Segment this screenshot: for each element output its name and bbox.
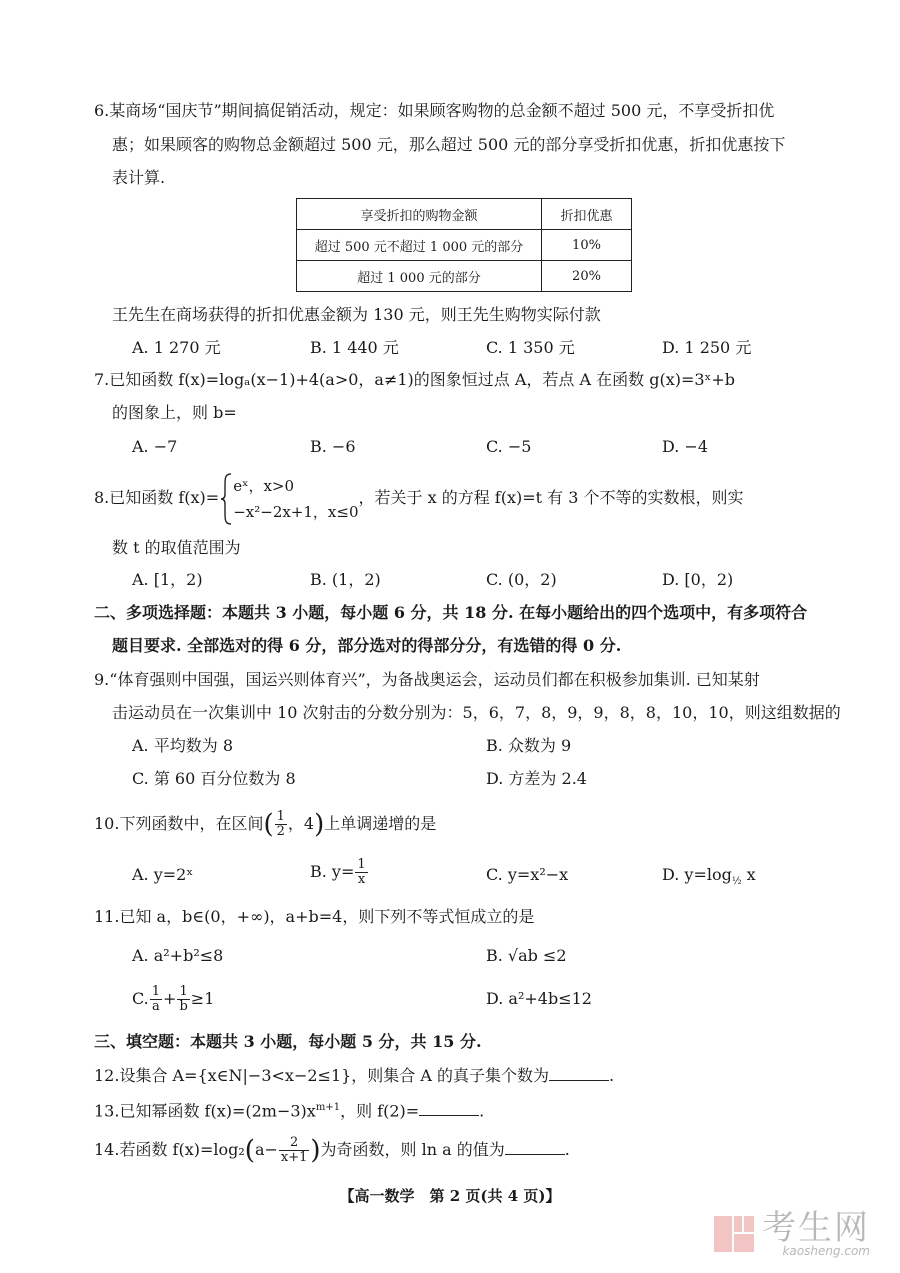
table-cell: 10% [542,230,632,261]
answer-blank[interactable] [505,1138,565,1155]
q14-line [94,1131,570,1170]
q12-text: 12.设集合 A={x∈N|−3<x−2≤1}，则集合 A 的真子集个数为 [94,1066,550,1085]
q8-option-d: D. [0，2) [662,570,734,589]
q10-interval-frac [275,810,287,839]
q10-optb-frac [355,858,367,887]
q14-suffix: 为奇函数，则 ln a 的值为 [320,1140,505,1159]
table-cell: 超过 500 元不超过 1 000 元的部分 [297,230,542,261]
frac-num: 1 [276,809,285,824]
q8-suffix: ，若关于 x 的方程 f(x)=t 有 3 个不等的实数根，则实 [358,488,744,507]
q9-option-c: C. 第 60 百分位数为 8 [132,769,296,788]
frac-den: a [152,999,160,1014]
watermark-sub: kaosheng.com [782,1244,870,1258]
table-cell: 超过 1 000 元的部分 [297,261,542,292]
frac-num: 1 [151,984,161,999]
q11-option-a: A. a²+b²≤8 [132,946,224,965]
q6-option-d: D. 1 250 元 [662,338,752,357]
brace-icon [219,472,233,526]
q10-line1 [94,806,436,843]
q10-optd-base: ½ [731,876,742,888]
q7-line1: 7.已知函数 f(x)=logₐ(x−1)+4(a>0，a≠1)的图象恒过点 A，若点 A 在函数 g(x)=3ˣ+b [94,370,735,389]
q14-frac [279,1136,310,1165]
q12-line [94,1064,614,1087]
q10-prefix: 10.下列函数中，在区间 [94,814,264,833]
frac-den: x [357,872,366,887]
table-header-cell: 享受折扣的购物金额 [297,199,542,230]
watermark-text [762,1210,870,1258]
watermark-main: 考生网 [762,1208,870,1248]
answer-blank[interactable] [419,1099,479,1116]
watermark [710,1210,870,1258]
q6-line1: 6.某商场“国庆节”期间搞促销活动，规定：如果顾客购物的总金额不超过 500 元，不享受折扣优 [94,101,775,120]
q8-case2: −x²−2x+1，x≤0 [233,502,359,521]
watermark-logo-icon [710,1210,758,1258]
q11-optc-frac2 [177,985,189,1014]
q9-line2: 击运动员在一次集训中 10 次射击的分数分别为：5，6，7，8，9，9，8，8，10，10，则这组数据的 [112,703,841,722]
q10-optd-suffix: x [741,865,756,884]
q10-option-c: C. y=x²−x [486,865,569,884]
q8-option-c: C. (0，2) [486,570,557,589]
q14-inner: a− [254,1140,278,1159]
frac-num: 1 [177,985,189,1000]
frac-num: 1 [357,857,366,872]
q10-optd-text: D. y=log [662,865,732,884]
q6-line2: 惠；如果顾客的购物总金额超过 500 元，那么超过 500 元的部分享受折扣优惠，折扣优惠按下 [112,135,786,154]
q11-option-d: D. a²+4b≤12 [486,989,592,1008]
q11-line1: 11.已知 a，b∈(0，+∞)，a+b=4，则下列不等式恒成立的是 [94,907,535,926]
q6-line4: 王先生在商场获得的折扣优惠金额为 130 元，则王先生购物实际付款 [112,305,601,324]
table-header-row [297,199,632,230]
section2-line1: 二、多项选择题：本题共 3 小题，每小题 6 分，共 18 分. 在每小题给出的四个选项中，有多项符合 [94,603,808,622]
q13-end: . [479,1101,485,1121]
q7-option-a: A. −7 [132,437,178,456]
q11-optc-frac1 [150,985,162,1014]
q11-optc-plus: + [163,989,177,1008]
q14-prefix: 14.若函数 f(x)=log₂ [94,1140,245,1159]
q13-text: 13.已知幂函数 f(x)=(2m−3)x [94,1101,316,1121]
q11-option-c [132,981,214,1017]
q8-case1: eˣ，x>0 [233,476,295,495]
q10-option-b [310,854,369,890]
q13-mid: ，则 f(2)= [340,1101,420,1121]
q9-option-a: A. 平均数为 8 [132,736,233,755]
paren-open-icon: ( [244,1135,255,1166]
q11-optc-prefix: C. [132,989,149,1008]
section3-line1: 三、填空题：本题共 3 小题，每小题 5 分，共 15 分. [94,1032,482,1051]
section2-line2: 题目要求. 全部选对的得 6 分，部分选对的得部分分，有选错的得 0 分. [112,636,622,655]
q10-option-d [662,864,756,893]
q11-option-b: B. √ab ≤2 [486,946,567,965]
q8-prefix: 8.已知函数 f(x)= [94,488,220,507]
frac-den: x+1 [280,1150,308,1165]
q7-option-d: D. −4 [662,437,709,456]
q6-option-a: A. 1 270 元 [132,338,221,357]
q10-suffix: 上单调递增的是 [324,814,437,833]
q8-option-a: A. [1，2) [132,570,203,589]
q9-option-b: B. 众数为 9 [486,736,572,755]
table-cell: 20% [542,261,632,292]
discount-table [296,198,632,292]
table-header-cell: 折扣优惠 [542,199,632,230]
paren-open-icon: ( [263,809,274,840]
q9-option-d: D. 方差为 2.4 [486,769,587,788]
table-row [297,261,632,292]
q12-end: . [609,1066,615,1085]
table-row [297,230,632,261]
q11-optc-suffix: ≥1 [190,989,215,1008]
paren-close-icon: ) [310,1135,321,1166]
q7-line2: 的图象上，则 b= [112,403,237,422]
q8-line1 [94,468,744,528]
frac-num: 2 [279,1136,310,1151]
q10-optb-prefix: B. y= [310,862,355,881]
q7-option-c: C. −5 [486,437,532,456]
page-footer: 【高一数学 第 2 页(共 4 页)】 [339,1187,561,1205]
q8-option-b: B. (1，2) [310,570,381,589]
frac-den: 2 [276,824,285,839]
q10-option-a: A. y=2ˣ [132,865,194,884]
q6-option-c: C. 1 350 元 [486,338,575,357]
q9-line1: 9.“体育强则中国强，国运兴则体育兴”，为备战奥运会，运动员们都在积极参加集训. 已知某射 [94,670,760,689]
q8-cases [233,473,358,525]
q6-option-b: B. 1 440 元 [310,338,399,357]
q14-end: . [564,1140,570,1159]
q10-interval-end: ，4 [287,814,315,833]
q7-option-b: B. −6 [310,437,356,456]
q8-line2: 数 t 的取值范围为 [112,538,241,557]
q6-line3: 表计算. [112,168,166,187]
answer-blank[interactable] [549,1064,609,1081]
q13-line [94,1097,484,1122]
frac-den: b [179,999,188,1014]
paren-close-icon: ) [314,809,325,840]
q13-exp: m+1 [315,1102,341,1113]
